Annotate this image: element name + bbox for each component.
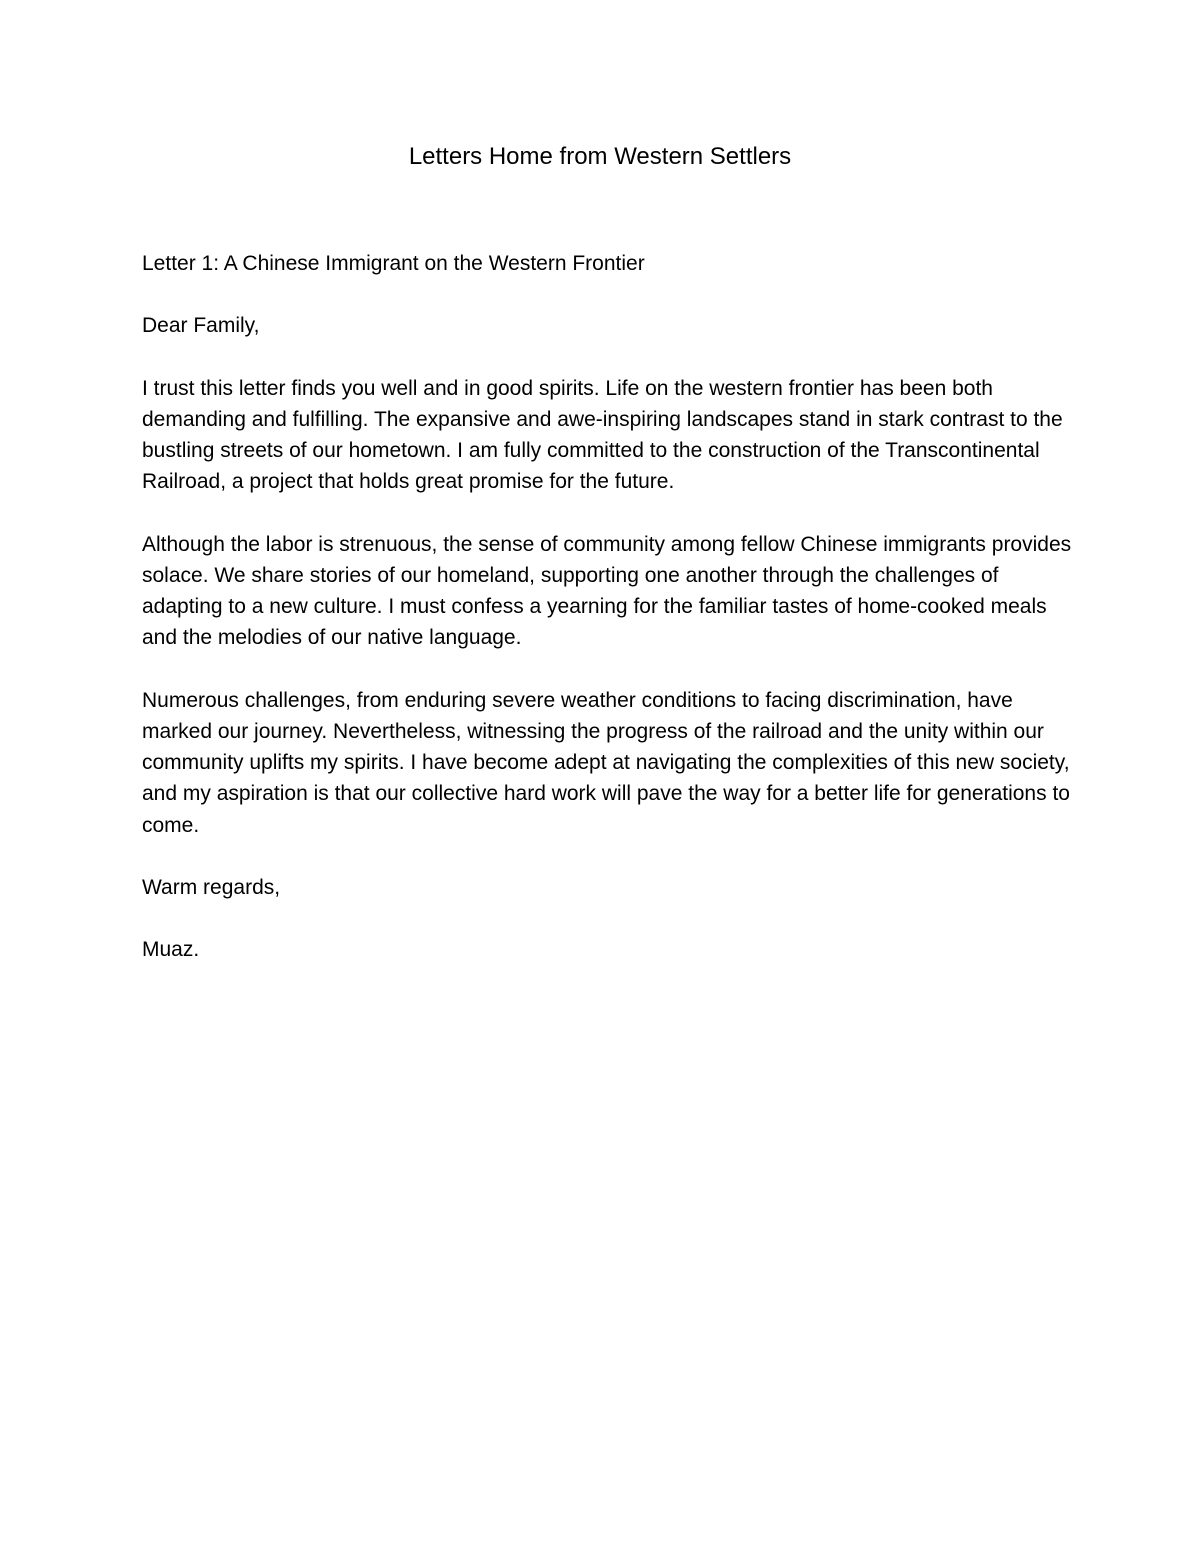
closing: Warm regards,: [142, 875, 281, 899]
paragraph-3: Numerous challenges, from enduring severe weather conditions to facing discrimination, have marked our journey. Nevertheless, witnessing the progress of the railroad and the unity within our community uplifts my spirits. I have become adept at navigating the complexities of this new society, and my aspiration is that our collective hard work will pave the way for a better life for generations to come.: [142, 688, 1070, 837]
letter-body: [142, 248, 1072, 997]
signature: Muaz.: [142, 938, 200, 962]
paragraph-2: Although the labor is strenuous, the sense of community among fellow Chinese immigrants provides solace. We share stories of our homeland, supporting one another through the challenges of adapting to a new culture. I must confess a yearning for the familiar tastes of home-cooked meals and the melodies of our native language.: [142, 532, 1072, 650]
letter-heading: Letter 1: A Chinese Immigrant on the Western Frontier: [142, 252, 645, 275]
paragraph-1: I trust this letter finds you well and in good spirits. Life on the western frontier has been both demanding and fulfilling. The expansive and awe-inspiring landscapes stand in stark contrast to the bustling streets of our hometown. I am fully committed to the construction of the Transcontinental Railroad, a project that holds great promise for the future.: [142, 376, 1063, 494]
salutation: Dear Family,: [142, 314, 260, 338]
document-title: Letters Home from Western Settlers: [408, 143, 792, 170]
